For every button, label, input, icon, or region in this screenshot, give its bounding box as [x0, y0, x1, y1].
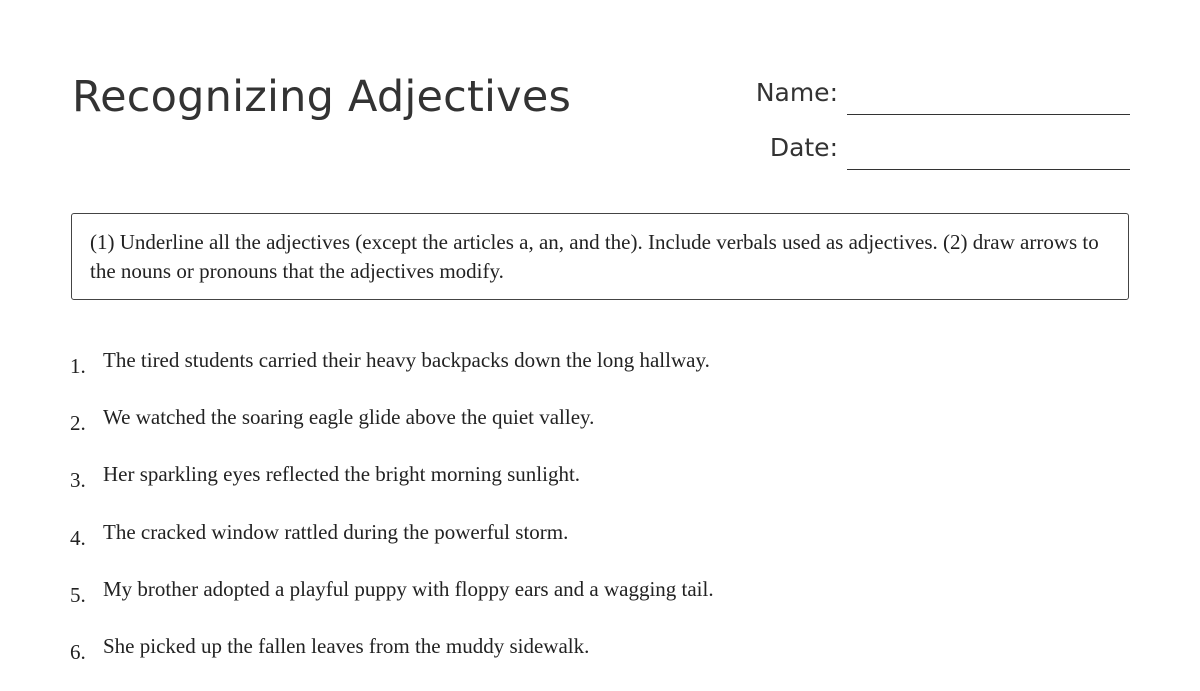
- question-number: 5.: [70, 582, 86, 607]
- question-text: We watched the soaring eagle glide above the quiet valley.: [103, 405, 595, 430]
- question-text: The tired students carried their heavy backpacks down the long hallway.: [103, 348, 710, 372]
- name-blank-line[interactable]: [847, 114, 1130, 115]
- question-item: [70, 348, 714, 405]
- name-field-row: [700, 78, 1130, 118]
- question-list: [70, 348, 714, 691]
- question-number: 1.: [70, 354, 86, 378]
- question-item: [70, 405, 714, 462]
- question-item: [70, 462, 714, 519]
- question-text: My brother adopted a playful puppy with floppy ears and a wagging tail.: [103, 576, 714, 601]
- instructions-box: (1) Underline all the adjectives (except the articles a, an, and the). Include verbals used as adjectives. (2) draw arrows to the nouns or pronouns that the adjectives modify.: [71, 213, 1129, 300]
- question-number: 6.: [70, 639, 86, 664]
- question-item: [70, 577, 714, 634]
- date-field-row: [700, 133, 1130, 173]
- question-number: 2.: [70, 411, 86, 436]
- question-text: She picked up the fallen leaves from the muddy sidewalk.: [103, 633, 590, 658]
- name-label: Name:: [755, 78, 838, 107]
- page-title: Recognizing Adjectives: [72, 72, 572, 122]
- date-blank-line[interactable]: [847, 169, 1130, 170]
- date-label: Date:: [769, 133, 838, 162]
- question-text: The cracked window rattled during the powerful storm.: [103, 519, 569, 544]
- question-number: 3.: [70, 468, 86, 493]
- question-number: 4.: [70, 525, 86, 550]
- question-text: Her sparkling eyes reflected the bright morning sunlight.: [103, 462, 581, 487]
- question-item: [70, 634, 714, 691]
- question-item: [70, 520, 714, 577]
